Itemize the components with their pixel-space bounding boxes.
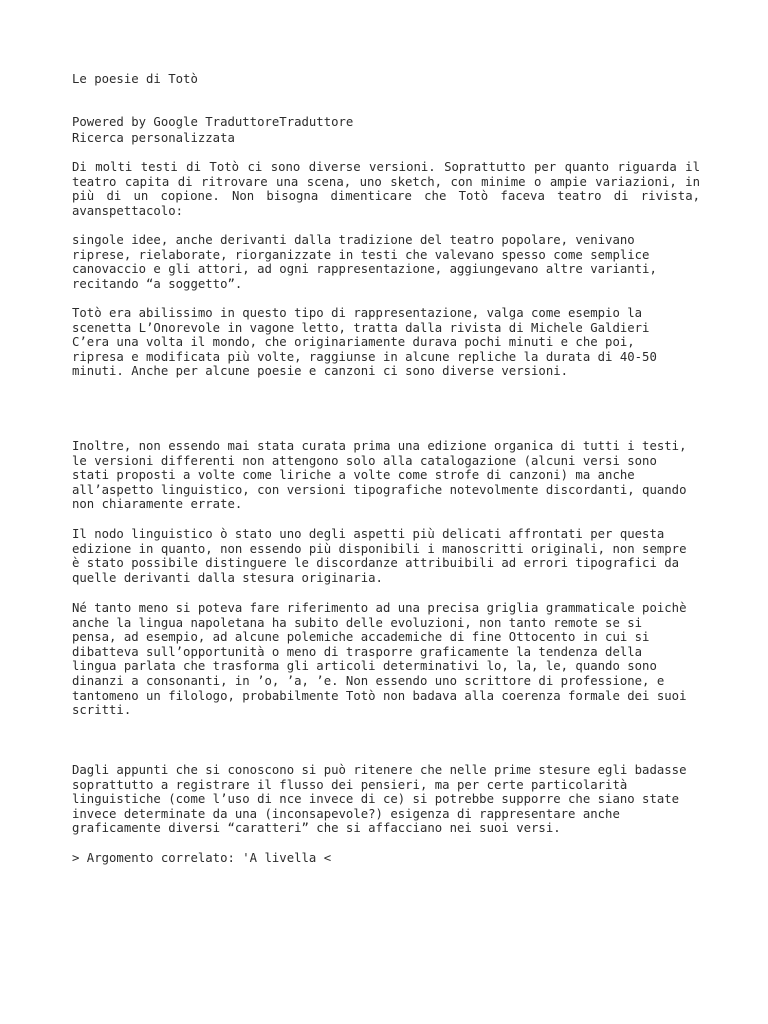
- paragraph-line: ripresa e modificata più volte, raggiunse in alcune repliche la durata di 40-50: [72, 349, 657, 364]
- paragraph-line: soprattutto a registrare il flusso dei pensieri, ma per certe particolarità: [72, 777, 628, 792]
- paragraph-line: dinanzi a consonanti, in ’o, ’a, ’e. Non essendo uno scrittore di professione, e: [72, 673, 665, 688]
- paragraph-line: è stato possibile distinguere le discordanze attribuibili ad errori tipografici da: [72, 556, 680, 571]
- paragraph: [72, 233, 700, 291]
- paragraph-line: invece determinate da una (inconsapevole?) esigenza di rappresentare anche: [72, 806, 620, 821]
- paragraph: [72, 160, 700, 218]
- paragraph-line: Né tanto meno si poteva fare riferimento ad una precisa griglia grammaticale poichè: [72, 601, 687, 615]
- paragraph-line: pensa, ad esempio, ad alcune polemiche accademiche di fine Ottocento in cui si: [72, 630, 650, 645]
- paragraph-line: Totò era abilissimo in questo tipo di rappresentazione, valga come esempio la: [72, 306, 643, 320]
- paragraph-line: anche la lingua napoletana ha subito delle evoluzioni, non tanto remote se si: [72, 615, 643, 630]
- paragraph: [72, 763, 700, 836]
- paragraph-line: recitando “a soggetto”.: [72, 276, 243, 291]
- paragraph-line: C’era una volta il mondo, che originariamente durava pochi minuti e che poi,: [72, 335, 635, 350]
- paragraph-line: dibatteva sull’opportunità o meno di trasporre graficamente la tendenza della: [72, 644, 643, 659]
- powered-by-line: Powered by Google TraduttoreTraduttore: [72, 115, 354, 129]
- paragraph-line: quelle derivanti dalla stesura originaria.: [72, 570, 383, 585]
- paragraph-line: più di un copione. Non bisogna dimenticare che Totò faceva teatro di rivista,: [72, 189, 700, 204]
- paragraph: [72, 601, 700, 718]
- paragraph-line: teatro capita di ritrovare una scena, uno sketch, con minime o ampie variazioni, in: [72, 174, 700, 189]
- paragraph-line: le versioni differenti non attengono solo alla catalogazione (alcuni versi sono: [72, 453, 657, 468]
- related-topic-link[interactable]: > Argomento correlato: 'A livella <: [72, 851, 332, 865]
- paragraph-line: riprese, rielaborate, riorganizzate in testi che valevano spesso come semplice: [72, 247, 650, 262]
- paragraph-line: scritti.: [72, 703, 132, 718]
- paragraph-line: canovaccio e gli attori, ad ogni rappresentazione, aggiungevano altre varianti,: [72, 262, 657, 277]
- paragraph-line: lingua parlata che trasforma gli articoli determinativi lo, la, le, quando sono: [72, 659, 657, 674]
- paragraph-line: Dagli appunti che si conoscono si può ritenere che nelle prime stesure egli badasse: [72, 763, 687, 777]
- paragraph-line: stati proposti a volte come liriche a volte come strofe di canzoni) ma anche: [72, 468, 635, 483]
- document-title: Le poesie di Totò: [72, 72, 198, 86]
- paragraph-line: avanspettacolo:: [72, 203, 184, 218]
- paragraph-line: singole idee, anche derivanti dalla tradizione del teatro popolare, venivano: [72, 233, 635, 247]
- paragraph-line: tantomeno un filologo, probabilmente Totò non badava alla coerenza formale dei suoi: [72, 688, 687, 703]
- paragraph: [72, 439, 700, 512]
- paragraph-line: scenetta L’Onorevole in vagone letto, tratta dalla rivista di Michele Galdieri: [72, 320, 650, 335]
- paragraph-line: all’aspetto linguistico, con versioni tipografiche notevolmente discordanti, quando: [72, 482, 687, 497]
- paragraph-line: graficamente diversi “caratteri” che si affacciano nei suoi versi.: [72, 821, 561, 836]
- paragraph: [72, 527, 700, 585]
- paragraph-line: minuti. Anche per alcune poesie e canzoni ci sono diverse versioni.: [72, 364, 569, 379]
- paragraph-line: edizione in quanto, non essendo più disponibili i manoscritti originali, non sempre: [72, 541, 687, 556]
- custom-search-line: Ricerca personalizzata: [72, 131, 235, 145]
- paragraph-line: Di molti testi di Totò ci sono diverse versioni. Soprattutto per quanto riguarda il: [72, 160, 700, 174]
- paragraph-line: non chiaramente errate.: [72, 497, 243, 512]
- paragraph-line: Inoltre, non essendo mai stata curata prima una edizione organica di tutti i testi,: [72, 439, 687, 453]
- paragraph: [72, 306, 700, 379]
- paragraph-line: linguistiche (come l’uso di nce invece di ce) si potrebbe supporre che siano state: [72, 792, 680, 807]
- paragraph-line: Il nodo linguistico ò stato uno degli aspetti più delicati affrontati per questa: [72, 527, 665, 541]
